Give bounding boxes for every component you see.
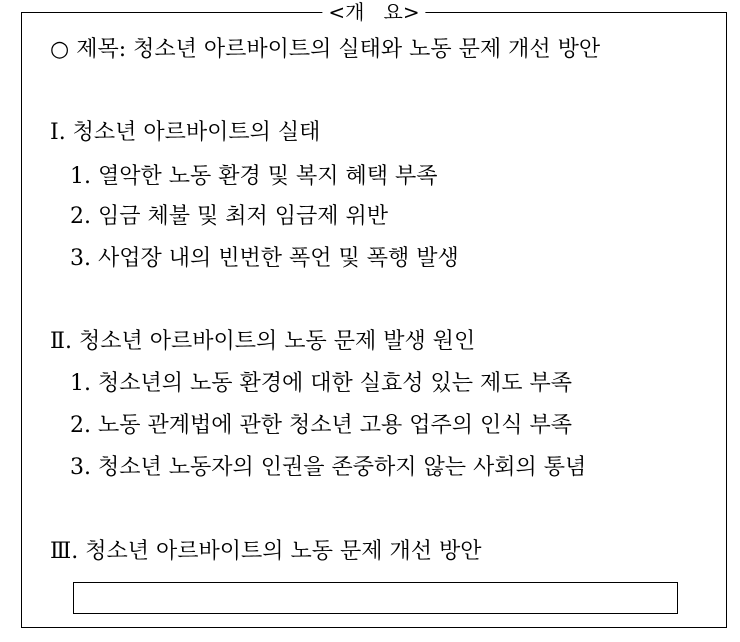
section-1-item-2: 2. 임금 체불 및 최저 임금제 위반	[70, 204, 388, 229]
section-3-heading: Ⅲ. 청소년 아르바이트의 노동 문제 개선 방안	[50, 539, 482, 564]
section-1-item-1: 1. 열악한 노동 환경 및 복지 혜택 부족	[70, 164, 438, 189]
outline-title: <개 요>	[322, 0, 425, 24]
section-1-heading: Ⅰ. 청소년 아르바이트의 실태	[50, 120, 321, 145]
section-2-item-1: 1. 청소년의 노동 환경에 대한 실효성 있는 제도 부족	[70, 371, 572, 396]
subject-line: ○ 제목: 청소년 아르바이트의 실태와 노동 문제 개선 방안	[50, 37, 601, 62]
section-2-item-2: 2. 노동 관계법에 관한 청소년 고용 업주의 인식 부족	[70, 413, 572, 438]
section-1-item-3: 3. 사업장 내의 빈번한 폭언 및 폭행 발생	[70, 246, 459, 271]
outline-frame	[21, 0, 727, 628]
blank-answer-box	[73, 582, 678, 614]
section-2-heading: Ⅱ. 청소년 아르바이트의 노동 문제 발생 원인	[50, 329, 476, 354]
section-2-item-3: 3. 청소년 노동자의 인권을 존중하지 않는 사회의 통념	[70, 455, 587, 480]
